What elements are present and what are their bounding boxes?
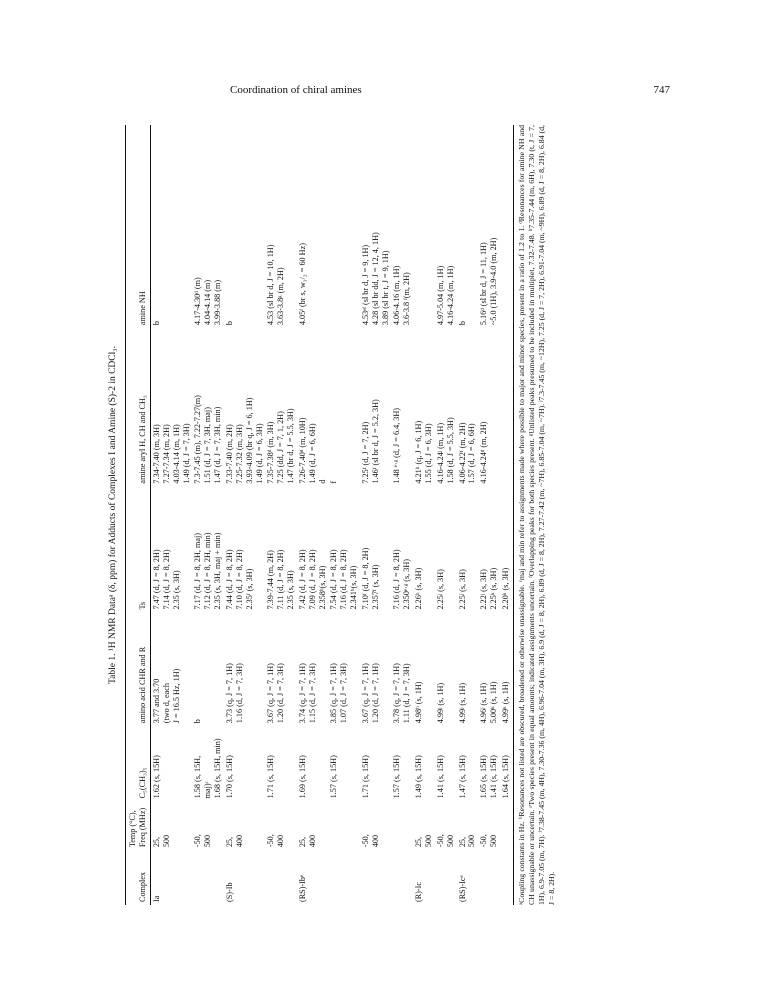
header-temp-freq: Temp (°C), Freq (MHz): [126, 801, 151, 850]
amino-acid-cell: [435, 613, 457, 727]
header-ts: Ts: [126, 487, 151, 613]
cell-line: 3.6-3.8 ᶠ(m, 2H): [402, 272, 412, 326]
cell-line: 7.26-7.40ᵈ (m, 10H): [297, 417, 307, 484]
temp-freq-cell: [391, 801, 413, 850]
cell-line: 1.49 (s, 15H): [414, 755, 424, 799]
ts-cell: [478, 487, 500, 613]
cell-line: 4.16-4.24ʲ (m, 1H): [435, 422, 445, 484]
cell-line: 400: [276, 834, 286, 848]
complex-cell: [224, 850, 265, 905]
amino-acid-cell: [457, 613, 479, 727]
cell-line: 7.25-7.32 (m, 3H): [234, 424, 244, 484]
amine-nh-cell: [391, 125, 413, 328]
temp-freq-cell: [413, 801, 435, 850]
complex-cell: [151, 850, 193, 905]
cell-line: 7.16 (d, J = 8, 2H): [339, 549, 349, 610]
complex-cell: [328, 850, 360, 905]
cell-line: 4.97-5.04 (m, 1H): [435, 265, 445, 326]
cell-line: 1.55 (d, J = 6, 3H): [424, 423, 434, 484]
cell-line: 1.48 ᵉ·ᵍ (d, J = 6.4, 3H): [392, 407, 402, 484]
cell-line: 4.99ʲ (s, 1H): [457, 682, 467, 724]
cell-line: 1.41 (s, 15H): [489, 755, 499, 799]
temp-freq-cell: [297, 801, 329, 850]
nmr-data-table: [125, 125, 513, 905]
cell-line: 4.03-4.14 (m, 1H): [171, 424, 181, 484]
cell-line: 4.06-4.16 (m, 1H): [392, 265, 402, 326]
ts-cell: [391, 487, 413, 613]
cell-line: 1.47 (s, 15H): [457, 755, 467, 799]
amino-acid-cell: [151, 613, 193, 727]
cell-line: 1.70 (s, 15H): [224, 755, 234, 799]
temp-freq-cell: [151, 801, 193, 850]
cell-line: maj)ᶜ: [203, 781, 213, 799]
ts-cell: [435, 487, 457, 613]
complex-cell: [500, 850, 513, 905]
table-row: [192, 125, 224, 905]
cell-line: (RS)-Ibᵉ: [297, 874, 307, 902]
cell-line: 7.34-7.40 (m, 3H): [152, 424, 162, 484]
amine-aryl-cell: [413, 328, 435, 486]
cell-line: J = 16.5 Hz, 1H): [171, 668, 181, 724]
amine-nh-cell: [192, 125, 224, 328]
cell-line: 4.53ᵉᶠ (sl br d, J = 9, 1H): [360, 244, 370, 326]
cell-line: 1.68 (s, 15H, min): [213, 738, 223, 799]
cell-line: 4.99ʲ (s, 1H): [435, 682, 445, 724]
cell-line: 7.35-7.38ᵈ (m, 3H): [266, 421, 276, 484]
cell-line: -50,: [435, 834, 445, 848]
cell-line: 1.51 (d, J = 7, 3H, maj): [203, 407, 213, 484]
table-row: [328, 125, 360, 905]
cell-line: 1.71 (s, 15H): [266, 755, 276, 799]
table-caption: Table 1. ¹H NMR Dataᵃ (δ, ppm) for Adducts of Complexes I and Amine (S)-2 in CDCl₃.: [108, 346, 118, 684]
cell-line: 1.71 (s, 15H): [360, 755, 370, 799]
amine-nh-cell: [328, 125, 360, 328]
amine-aryl-cell: [435, 328, 457, 486]
cell-line: 4.04-4.14 (m): [203, 279, 213, 326]
cell-line: 2.35ᶠ (s, 3H): [244, 568, 254, 610]
cp-methyl-cell: [360, 726, 392, 801]
complex-cell: [265, 850, 297, 905]
cell-line: 2.25ʲ (s, 3H): [435, 569, 445, 610]
cell-line: 500: [161, 834, 171, 848]
cell-line: 7.47 (d, J = 8, 2H): [152, 549, 162, 610]
ts-cell: [192, 487, 224, 613]
rotated-table-block: [108, 125, 618, 905]
cell-line: 7.39-7.44 (m, 2H): [266, 550, 276, 610]
amine-aryl-cell: [457, 328, 479, 486]
cell-line: 500: [467, 834, 477, 848]
amine-nh-cell: [413, 125, 435, 328]
cell-line: 25,: [224, 836, 234, 848]
table-row: [297, 125, 329, 905]
temp-freq-cell: [328, 801, 360, 850]
amino-acid-cell: [224, 613, 265, 727]
ts-cell: [151, 487, 193, 613]
cell-line: b: [457, 321, 467, 326]
complex-cell: [297, 850, 329, 905]
table-row: [478, 125, 500, 905]
cell-line: 4.98ʰ (s, 1H): [414, 681, 424, 724]
cell-line: 400: [370, 834, 380, 848]
complex-cell: [192, 850, 224, 905]
cell-line: 3.78 (q, J = 7, 1H): [392, 663, 402, 724]
cell-line: 1.11 (d, J = 7, 3H): [402, 663, 412, 724]
cell-line: 2.26ʰ (s, 3H): [414, 567, 424, 610]
cell-line: 7.44 (d, J = 8, 2H): [224, 549, 234, 610]
running-head: [230, 84, 670, 96]
cell-line: 4.28 (sl br dd, J = 12, 4, 1H): [370, 232, 380, 326]
cell-line: 7.27-7.34 (m, 2H): [161, 424, 171, 484]
cp-methyl-cell: [265, 726, 297, 801]
amine-nh-cell: [478, 125, 500, 328]
cell-line: 1.64 (s, 15H): [500, 755, 510, 799]
cell-line: 3.67 (q, J = 7, 1H): [360, 663, 370, 724]
cell-line: 2.341ʰ(s, 3H): [349, 565, 359, 610]
complex-cell: [478, 850, 500, 905]
cell-line: 1.49 (d, J = 6, 6H): [307, 423, 317, 484]
cell-line: 7.10ᶠ (d, J = 8, 2H): [360, 547, 370, 610]
header-amine-nh: amine NH: [126, 125, 151, 328]
cell-line: 7.33-7.40 (m, 2H): [224, 424, 234, 484]
ts-cell: [360, 487, 392, 613]
amino-acid-cell: [360, 613, 392, 727]
amino-acid-cell: [500, 613, 513, 727]
cell-line: 400: [234, 834, 244, 848]
cell-line: 1.20 (d, J = 7, 3H): [276, 663, 286, 724]
cell-line: 4.16-4.24 (m, 1H): [445, 265, 455, 326]
cell-line: 7.14 (d, J = 8, 2H): [161, 549, 171, 610]
cell-line: b: [152, 321, 162, 326]
cell-line: 25,: [414, 836, 424, 848]
cell-line: (two d, each: [161, 683, 171, 724]
cp-methyl-cell: [391, 726, 413, 801]
cell-line: 7.42 (d, J = 8, 2H): [297, 549, 307, 610]
cell-line: 2.25ᵏ (s, 3H): [489, 567, 499, 610]
cell-line: 500: [445, 834, 455, 848]
cell-line: 2.35 (s, 3H): [171, 570, 181, 610]
amino-acid-cell: [413, 613, 435, 727]
cell-line: 2.22ʲ (s, 3H): [479, 569, 489, 610]
ts-cell: [265, 487, 297, 613]
ts-cell: [413, 487, 435, 613]
amine-aryl-cell: [224, 328, 265, 486]
cell-line: 2.35 (s, 3H, maj + min): [213, 532, 223, 610]
cell-line: b: [193, 719, 203, 724]
cell-line: Ia: [152, 895, 162, 902]
table-row: [360, 125, 392, 905]
cell-line: (RS)-Icᵉ: [457, 875, 467, 902]
temp-freq-cell: [500, 801, 513, 850]
cell-line: 3.93-4.09 (br q, J = 6, 1H): [244, 397, 254, 484]
amine-aryl-cell: [328, 328, 360, 486]
complex-cell: [391, 850, 413, 905]
amine-nh-cell: [360, 125, 392, 328]
table-row: [224, 125, 265, 905]
amine-nh-cell: [297, 125, 329, 328]
cell-line: 2.20ᵏ (s, 3H): [500, 567, 510, 610]
amine-nh-cell: [151, 125, 193, 328]
cell-line: 4.05ᶠ (br s, w₁/₂ = 60 Hz): [297, 243, 307, 326]
cell-line: 1.69 (s, 15H): [297, 755, 307, 799]
cell-line: 3.73 (q, J = 7, 1H): [224, 663, 234, 724]
cp-methyl-cell: [413, 726, 435, 801]
cell-line: 1.62 (s, 15H): [152, 755, 162, 799]
table-row: [265, 125, 297, 905]
cell-line: 3.63-3.8ᵍ (m, 2H): [276, 267, 286, 326]
cell-line: -50,: [360, 834, 370, 848]
cell-line: 7.09 (d, J = 8, 2H): [307, 549, 317, 610]
cell-line: 25,: [457, 836, 467, 848]
cell-line: (S)-Ib: [224, 882, 234, 902]
table-row: [413, 125, 435, 905]
ts-cell: [328, 487, 360, 613]
complex-cell: [413, 850, 435, 905]
cell-line: d: [317, 479, 327, 484]
cell-line: 4.96ʲ (s, 1H): [479, 682, 489, 724]
cell-line: 500: [203, 834, 213, 848]
cell-line: 4.17-4.30ᵈ (m): [193, 277, 203, 326]
amine-aryl-cell: [151, 328, 193, 486]
running-head-title: Coordination of chiral amines: [230, 84, 362, 96]
cell-line: 1.41 (s, 15H): [435, 755, 445, 799]
cell-line: 5.00ᵏ (s, 1H): [489, 681, 499, 724]
cell-line: 4.21ʰ (q, J = 6, 1H): [414, 420, 424, 484]
ts-cell: [500, 487, 513, 613]
amine-aryl-cell: [192, 328, 224, 486]
cp-methyl-cell: [500, 726, 513, 801]
cell-line: 7.11 (d, J = 8, 2H): [276, 549, 286, 610]
amine-aryl-cell: [265, 328, 297, 486]
cell-line: 7.25 (dd, J = 7, 1, 2H): [276, 411, 286, 484]
temp-freq-cell: [478, 801, 500, 850]
cp-methyl-cell: [151, 726, 193, 801]
amino-acid-cell: [265, 613, 297, 727]
amine-nh-cell: [435, 125, 457, 328]
complex-cell: [457, 850, 479, 905]
cell-line: 2.35 (s, 3H): [286, 570, 296, 610]
cell-line: -50,: [479, 834, 489, 848]
table-footnote: ᵃCoupling constants in Hz. ᵇResonances not listed are obscured, broadened or otherwise unassignable. ᶜmaj and min refer to assignments made where possible to major and minor species, present in a ratio of 1.2 to 1. ᵈResonances for amine NH and CH unassignable or uncertain. ᵉTwo species present in equal amounts; indicated assignments uncertain. ᶠOverlapping peaks for both species present. ᵍUnlisted peaks presumed to be included in multiplet, 7.32-7.48. ʰ7.35-7.44 (m, 6H), 7.30 (t, J = 7, 1H), 6.9-7.05 (m, 7H). ⁱ7.38-7.45 (m, 4H), 7.30-7.36 (m, 4H), 6.96-7.04 (m, 3H), 6.9 (d, J = 8, 2H), 6.89 (d, J = 8, 2H), 7.27-7.42 (m, ~7H), 6.85-7.04 (m, ~7H). ʲ7.3-7.45 (m, ~12H), 7.25 (d, J = 7, 2H), 6.91-7.04 (m, ~9H), 6.89 (d, J = 8, 2H), 6.84 (d, J = 8, 2H).: [516, 125, 557, 905]
cp-methyl-cell: [478, 726, 500, 801]
cell-line: 4.53 (sl br d, J = 10, 1H): [266, 244, 276, 326]
cell-line: 1.57 (s, 15H): [329, 755, 339, 799]
cp-methyl-cell: [328, 726, 360, 801]
cell-line: 1.47 (d, J = 7, 3H, min): [213, 406, 223, 484]
cell-line: 1.16 (d, J = 7, 3H): [234, 663, 244, 724]
amine-nh-cell: [224, 125, 265, 328]
ts-cell: [457, 487, 479, 613]
amine-nh-cell: [265, 125, 297, 328]
cp-methyl-cell: [224, 726, 265, 801]
table-row: [435, 125, 457, 905]
cell-line: 1.47 (br d, J = 5.5, 3H): [286, 408, 296, 484]
amine-aryl-cell: [478, 328, 500, 486]
amino-acid-cell: [391, 613, 413, 727]
cell-line: f: [329, 480, 339, 484]
amine-aryl-cell: [391, 328, 413, 486]
cell-line: 4.16-4.24ᵈ (m, 2H): [479, 421, 489, 484]
header-amine-aryl: amine aryl H, CH and CH₃: [126, 328, 151, 486]
amino-acid-cell: [478, 613, 500, 727]
cell-line: 1.49 (d, J = 6, 3H): [254, 423, 264, 484]
cell-line: 2.358ʰ(s, 3H): [317, 565, 327, 610]
cell-line: 1.46ᶠ (sl br d, J = 5.2, 3H): [370, 399, 380, 484]
table-row: [151, 125, 193, 905]
cell-line: 3.74 (q, J = 7, 1H): [297, 663, 307, 724]
cell-line: 4.06-4.22ᶠ (m, 2H): [457, 422, 467, 484]
ts-cell: [297, 487, 329, 613]
cp-methyl-cell: [457, 726, 479, 801]
cell-line: -50,: [266, 834, 276, 848]
cell-line: 500: [424, 834, 434, 848]
cell-line: 7.16 (d, J = 8, 2H): [392, 549, 402, 610]
cell-line: -50,: [193, 834, 203, 848]
table-row: [391, 125, 413, 905]
amino-acid-cell: [192, 613, 224, 727]
cell-line: 25,: [297, 836, 307, 848]
complex-cell: [435, 850, 457, 905]
cell-line: 7.54 (d, J = 8, 2H): [329, 549, 339, 610]
temp-freq-cell: [360, 801, 392, 850]
table-header-row: [126, 125, 151, 905]
cell-line: 4.99ᵏ (s, 1H): [500, 681, 510, 724]
cell-line: 7.25ᶠ (d, J = 7, 2H): [360, 421, 370, 484]
cell-line: 1.57 (d, J = 6, 6H): [467, 423, 477, 484]
amino-acid-cell: [328, 613, 360, 727]
cell-line: 3.67 (q, J = 7, 1H): [266, 663, 276, 724]
page-number: 747: [653, 84, 670, 96]
amino-acid-cell: [297, 613, 329, 727]
table-body: [151, 125, 514, 905]
cell-line: 3.89 (sl br t, J = 9, 1H): [380, 250, 390, 326]
cell-line: 3.85 (q, J = 7, 1H): [329, 663, 339, 724]
cell-line: 1.49 (d, J = 7, 3H): [181, 423, 191, 484]
temp-freq-cell: [192, 801, 224, 850]
cell-line: 5.16ᵈ (sl br d, J = 11, 1H): [479, 242, 489, 326]
cp-methyl-cell: [435, 726, 457, 801]
header-amino-acid: amino acid CHR and R: [126, 613, 151, 727]
table-row: [500, 125, 513, 905]
cell-line: 25,: [152, 836, 162, 848]
cell-line: 1.15 (d, J = 7, 3H): [307, 663, 317, 724]
header-cp-methyl: C₅(CH₃)₅: [126, 726, 151, 801]
cell-line: 2.25ʲ (s, 3H): [457, 569, 467, 610]
cell-line: 1.58 (s, 15H,: [193, 755, 203, 799]
amine-aryl-cell: [297, 328, 329, 486]
cell-line: 2.357ᶠ (s, 3H): [370, 564, 380, 610]
temp-freq-cell: [435, 801, 457, 850]
cell-line: b: [224, 321, 234, 326]
cell-line: 7.17 (d, J = 8, 2H, maj): [193, 533, 203, 610]
cell-line: 7.3-7.45 (m), 7.22-7.27(m): [193, 395, 203, 484]
temp-freq-cell: [224, 801, 265, 850]
cp-methyl-cell: [297, 726, 329, 801]
cell-line: 7.10 (d, J = 8, 2H): [234, 549, 244, 610]
cell-line: 400: [307, 834, 317, 848]
amine-nh-cell: [500, 125, 513, 328]
table-row: [457, 125, 479, 905]
temp-freq-cell: [457, 801, 479, 850]
cell-line: 2.350ᵉ·ᵍ (s, 3H): [402, 559, 412, 610]
cell-line: 1.58 (d, J = 5.5, 3H): [445, 417, 455, 484]
cell-line: 1.07 (d, J = 7, 3H): [339, 663, 349, 724]
cell-line: 1.65 (s, 15H): [479, 755, 489, 799]
cell-line: 3.77 and 3.70: [152, 678, 162, 724]
amine-nh-cell: [457, 125, 479, 328]
cp-methyl-cell: [192, 726, 224, 801]
cell-line: (R)-Ic: [414, 881, 424, 902]
cell-line: 3.99-3.88 (m): [213, 279, 223, 326]
amine-aryl-cell: [500, 328, 513, 486]
complex-cell: [360, 850, 392, 905]
cell-line: ~5.0 (1H), 3.9-4.0 (m, 2H): [489, 237, 499, 326]
cell-line: 1.20 (d, J = 7, 1H): [370, 663, 380, 724]
cell-line: 500: [489, 834, 499, 848]
temp-freq-cell: [265, 801, 297, 850]
header-complex: Complex: [126, 850, 151, 905]
cell-line: 7.12 (d, J = 8, 2H, min): [203, 532, 213, 610]
cell-line: 1.57 (s, 15H): [392, 755, 402, 799]
ts-cell: [224, 487, 265, 613]
amine-aryl-cell: [360, 328, 392, 486]
